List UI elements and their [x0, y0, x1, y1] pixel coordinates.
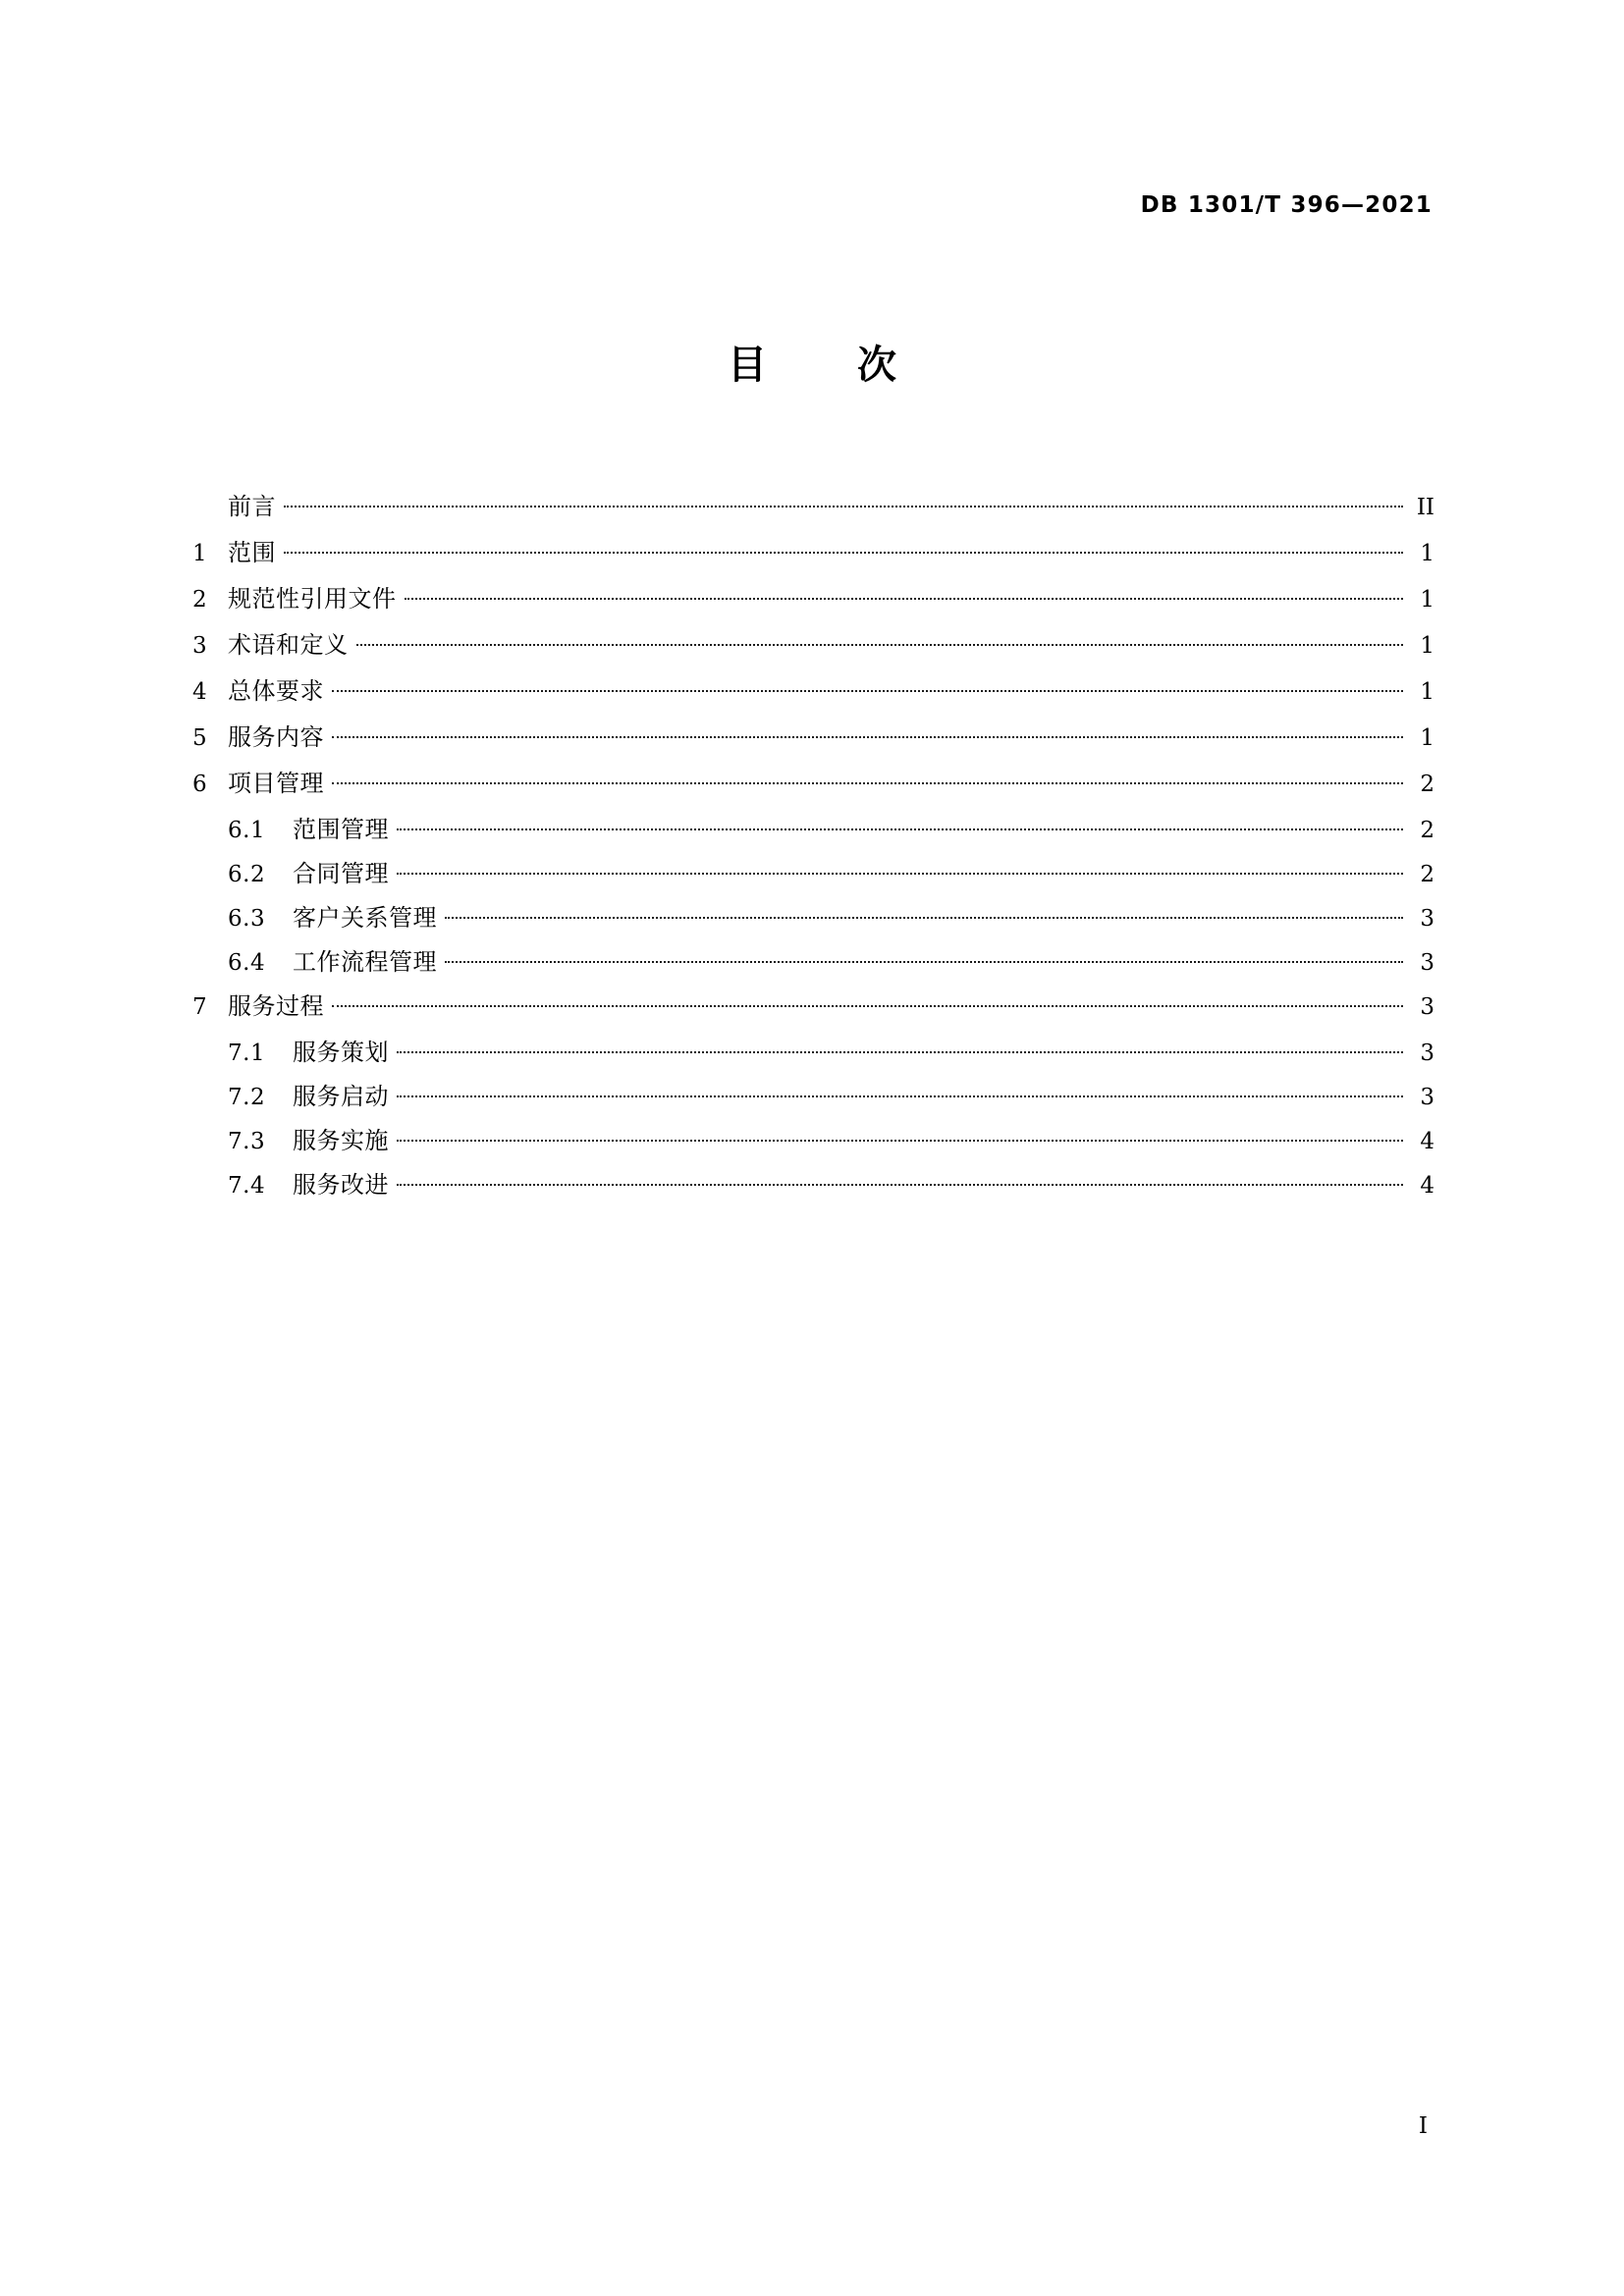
- toc-entry-page: 1: [1420, 541, 1435, 566]
- toc-entry-page: 1: [1420, 587, 1435, 613]
- toc-entry[interactable]: [192, 1169, 1435, 1213]
- toc-entry-number: 7.4: [228, 1173, 266, 1199]
- toc-entry-number: 6.4: [228, 950, 266, 976]
- toc-entry[interactable]: [192, 491, 1435, 537]
- toc-entry-number: 6: [192, 772, 207, 797]
- toc-entry-page: 3: [1420, 994, 1435, 1020]
- toc-entry-page: 2: [1420, 772, 1435, 797]
- toc-entry-label: 工作流程管理: [293, 948, 437, 976]
- toc-entry-page: 4: [1420, 1173, 1435, 1199]
- toc-leader-dots: [332, 768, 1403, 791]
- toc-leader-dots: [397, 858, 1403, 881]
- toc-leader-dots: [397, 1125, 1403, 1148]
- table-of-contents: [192, 491, 1435, 1213]
- toc-entry-label: 服务策划: [293, 1039, 389, 1066]
- toc-leader-dots: [397, 1081, 1403, 1104]
- toc-leader-dots: [445, 902, 1403, 926]
- toc-leader-dots: [332, 990, 1403, 1014]
- toc-entry-page: 3: [1420, 906, 1435, 932]
- toc-entry[interactable]: [192, 583, 1435, 629]
- toc-entry[interactable]: [192, 1037, 1435, 1081]
- toc-entry[interactable]: [192, 990, 1435, 1037]
- toc-entry-label: 服务启动: [293, 1083, 389, 1110]
- toc-entry[interactable]: [192, 768, 1435, 814]
- toc-entry-page: 1: [1420, 679, 1435, 705]
- toc-entry-number: 1: [192, 541, 207, 566]
- toc-entry-number: 2: [192, 587, 207, 613]
- toc-entry-label: 服务改进: [293, 1171, 389, 1199]
- toc-entry-label: 总体要求: [228, 677, 324, 705]
- toc-leader-dots: [284, 537, 1403, 561]
- toc-entry-page: 3: [1420, 950, 1435, 976]
- toc-entry-number: 7.1: [228, 1041, 266, 1066]
- toc-entry[interactable]: [192, 902, 1435, 946]
- toc-entry-page: 2: [1420, 818, 1435, 843]
- toc-entry-number: 7.3: [228, 1129, 266, 1154]
- toc-entry-number: 6.2: [228, 862, 266, 887]
- toc-entry-number: 7.2: [228, 1085, 266, 1110]
- standard-code-header: DB 1301/T 396—2021: [1140, 192, 1433, 218]
- toc-entry-label: 范围: [228, 539, 276, 566]
- toc-entry-number: 6.1: [228, 818, 266, 843]
- toc-entry[interactable]: [192, 814, 1435, 858]
- toc-entry-page: 4: [1420, 1129, 1435, 1154]
- toc-entry-label: 服务实施: [293, 1127, 389, 1154]
- toc-entry-label: 服务内容: [228, 723, 324, 751]
- toc-entry-label: 范围管理: [293, 816, 389, 843]
- toc-entry-label: 规范性引用文件: [228, 585, 397, 613]
- toc-entry-number: 6.3: [228, 906, 266, 932]
- toc-entry-page: 3: [1420, 1085, 1435, 1110]
- toc-leader-dots: [397, 814, 1403, 837]
- toc-entry-number: 5: [192, 725, 207, 751]
- toc-leader-dots: [284, 491, 1403, 514]
- toc-entry-page: 1: [1420, 633, 1435, 659]
- toc-entry-page: II: [1416, 495, 1435, 520]
- toc-leader-dots: [397, 1169, 1403, 1193]
- toc-entry-page: 1: [1420, 725, 1435, 751]
- toc-entry-label: 客户关系管理: [293, 904, 437, 932]
- toc-leader-dots: [397, 1037, 1403, 1060]
- toc-leader-dots: [445, 946, 1403, 970]
- toc-entry-label: 项目管理: [228, 770, 324, 797]
- toc-entry[interactable]: [192, 858, 1435, 902]
- toc-leader-dots: [356, 629, 1404, 653]
- toc-entry-page: 2: [1420, 862, 1435, 887]
- toc-entry[interactable]: [192, 1081, 1435, 1125]
- toc-entry[interactable]: [192, 675, 1435, 721]
- toc-entry-label: 术语和定义: [228, 631, 349, 659]
- toc-entry-number: 4: [192, 679, 207, 705]
- toc-entry[interactable]: [192, 721, 1435, 768]
- toc-entry-number: 7: [192, 994, 207, 1020]
- toc-leader-dots: [405, 583, 1404, 607]
- toc-entry-number: 3: [192, 633, 207, 659]
- toc-entry[interactable]: [192, 946, 1435, 990]
- toc-leader-dots: [332, 675, 1403, 699]
- page-number-footer: I: [1418, 2113, 1428, 2139]
- toc-entry-label: 合同管理: [293, 860, 389, 887]
- page-title: 目 次: [728, 342, 922, 388]
- toc-entry-label: 服务过程: [228, 992, 324, 1020]
- toc-entry[interactable]: [192, 629, 1435, 675]
- toc-entry[interactable]: [192, 537, 1435, 583]
- toc-entry-page: 3: [1420, 1041, 1435, 1066]
- toc-entry-label: 前言: [228, 493, 276, 520]
- toc-leader-dots: [332, 721, 1403, 745]
- toc-entry[interactable]: [192, 1125, 1435, 1169]
